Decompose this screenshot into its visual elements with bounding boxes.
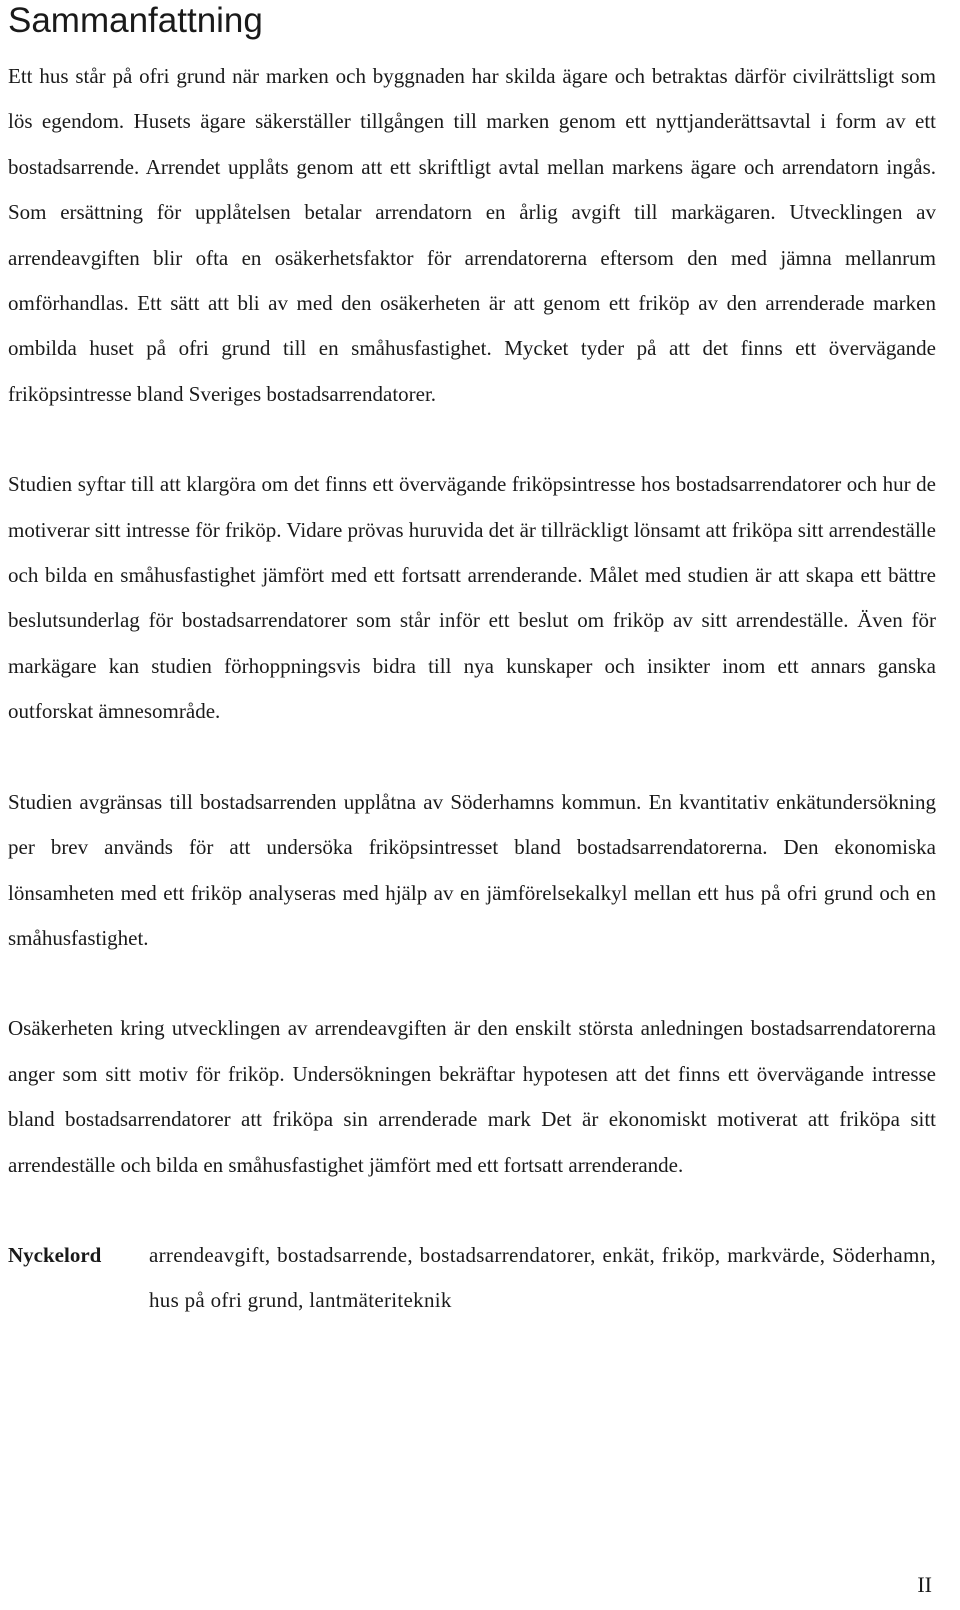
paragraph-results: Osäkerheten kring utvecklingen av arrendeavgiften är den enskilt största anledningen bostadsarrendatorerna anger som sitt motiv för friköp. Undersökningen bekräftar hypotesen att det finns ett övervägande intresse bland bostadsarrendatorer att friköpa sin arrenderade mark Det är ekonomiskt motiverat att friköpa sitt arrendeställe och bilda en småhusfastighet jämfört med ett fortsatt arrenderande.: [8, 1016, 936, 1177]
page-number: II: [917, 1572, 932, 1597]
paragraph-method: Studien avgränsas till bostadsarrenden upplåtna av Söderhamns kommun. En kvantitativ enkätundersökning per brev används för att undersöka friköpsintresset bland bostadsarrendatorerna. Den ekonomiska lönsamheten med ett friköp analyseras med hjälp av en jämförelsekalkyl mellan ett hus på ofri grund och en småhusfastighet.: [8, 789, 936, 950]
keywords-list: arrendeavgift, bostadsarrende, bostadsarrendatorer, enkät, friköp, markvärde, Söderhamn, hus på ofri grund, lantmäteriteknik: [149, 1242, 936, 1312]
document-page: [8, 0, 936, 1323]
paragraph-aim: Studien syftar till att klargöra om det finns ett övervägande friköpsintresse hos bostadsarrendatorer och hur de motiverar sitt intresse för friköp. Vidare prövas huruvida det är tillräckligt lönsamt att friköpa sitt arrendeställe och bilda en småhusfastighet jämfört med ett fortsatt arrenderande. Målet med studien är att skapa ett bättre beslutsunderlag för bostadsarrendatorer som står inför ett beslut om friköp av sitt arrendeställe. Även för markägare kan studien förhoppningsvis bidra till nya kunskaper och insikter inom ett annars ganska outforskat ämnesområde.: [8, 472, 936, 724]
paragraph-gap: [8, 961, 936, 1006]
paragraph-gap: [8, 735, 936, 780]
paragraph-gap: [8, 417, 936, 462]
keywords-label: Nyckelord: [8, 1242, 102, 1267]
section-title: Sammanfattning: [8, 1, 263, 40]
keywords-block: [8, 1233, 936, 1323]
paragraph-background: Ett hus står på ofri grund när marken och byggnaden har skilda ägare och betraktas därför civilrättsligt som lös egendom. Husets ägare säkerställer tillgången till marken genom ett nyttjanderättsavtal i form av ett bostadsarrende. Arrendet upplåts genom att ett skriftligt avtal mellan markens ägare och arrendatorn ingås. Som ersättning för upplåtelsen betalar arrendatorn en årlig avgift till markägaren. Utvecklingen av arrendeavgiften blir ofta en osäkerhetsfaktor för arrendatorerna eftersom den med jämna mellanrum omförhandlas. Ett sätt att bli av med den osäkerheten är att genom ett friköp av den arrenderade marken ombilda huset på ofri grund till en småhusfastighet. Mycket tyder på att det finns ett övervägande friköpsintresse bland Sveriges bostadsarrendatorer.: [8, 64, 936, 406]
